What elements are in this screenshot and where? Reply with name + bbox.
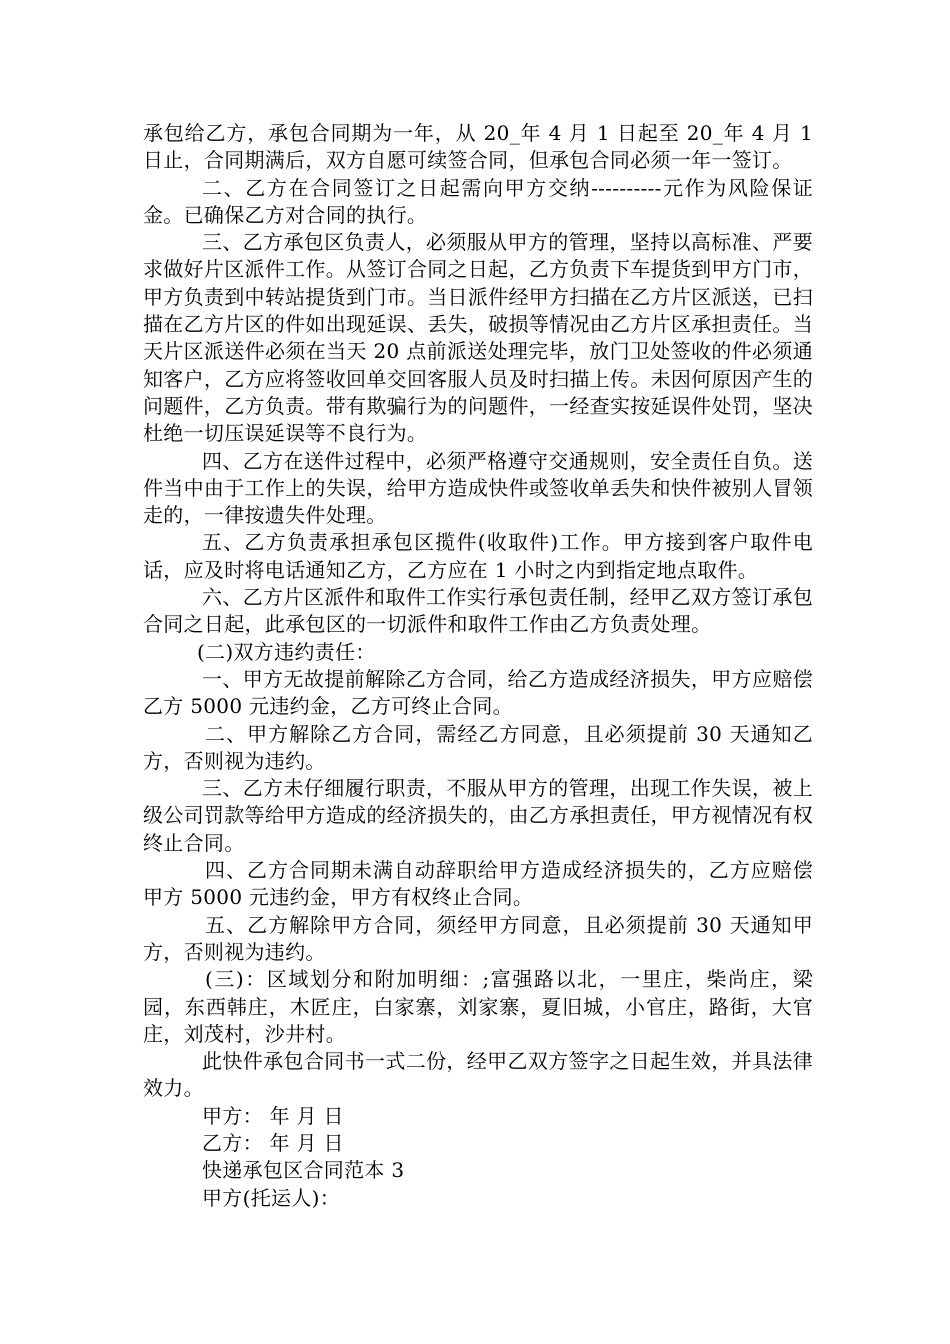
paragraph-breach-1: 一、甲方无故提前解除乙方合同，给乙方造成经济损失，甲方应赔偿乙方 5000 元违约金，乙方可终止合同。	[143, 666, 813, 719]
paragraph-area-division: (三)：区域划分和附加明细：;富强路以北，一里庄，柴尚庄，梁园，东西韩庄，木匠庄，白家寨，刘家寨，夏旧城，小官庄，路街，大官庄，刘茂村，沙井村。	[143, 967, 813, 1046]
party-a-shipper: 甲方(托运人)：	[202, 1185, 341, 1210]
paragraph-clause-2-deposit: 二、乙方在合同签订之日起需向甲方交纳----------元作为风险保证金。已确保乙方对合同的执行。	[143, 175, 813, 227]
paragraph-breach-4: 四、乙方合同期未满自动辞职给甲方造成经济损失的，乙方应赔偿甲方 5000 元违约金，甲方有权终止合同。	[143, 858, 813, 910]
signature-party-a: 甲方： 年 月 日	[202, 1103, 344, 1128]
signature-party-b: 乙方： 年 月 日	[202, 1130, 344, 1155]
template-title: 快递承包区合同范本 3	[202, 1158, 405, 1183]
paragraph-contract-term: 承包给乙方，承包合同期为一年，从 20_年 4 月 1 日起至 20_年 4 月 1 日止，合同期满后，双方自愿可续签合同，但承包合同必须一年一签订。	[143, 121, 813, 173]
document-body	[143, 120, 813, 1212]
paragraph-clause-6-responsibility: 六、乙方片区派件和取件工作实行承包责任制，经甲乙双方签订承包合同之日起，此承包区的一切派件和取件工作由乙方负责处理。	[143, 585, 813, 637]
paragraph-clause-4-traffic: 四、乙方在送件过程中，必须严格遵守交通规则，安全责任自负。送件当中由于工作上的失误，给甲方造成快件或签收单丢失和快件被别人冒领走的，一律按遗失件处理。	[143, 448, 813, 528]
paragraph-breach-2: 二、甲方解除乙方合同，需经乙方同意，且必须提前 30 天通知乙方，否则视为违约。	[143, 721, 813, 773]
section-heading-breach: (二)双方违约责任：	[197, 639, 376, 664]
paragraph-effectiveness: 此快件承包合同书一式二份，经甲乙双方签字之日起生效，并具法律效力。	[143, 1049, 813, 1101]
paragraph-clause-3-duties: 三、乙方承包区负责人，必须服从甲方的管理，坚持以高标准、严要求做好片区派件工作。从签订合同之日起，乙方负责下车提货到甲方门市，甲方负责到中转站提货到门市。当日派件经甲方扫描在乙方片区派送，已扫描在乙方片区的件如出现延误、丢失，破损等情况由乙方片区承担责任。当天片区派送件必须在当天 20 点前派送处理完毕，放门卫处签收的件必须通知客户，乙方应将签收回单交回客服人员及时扫描上传。未因何原因产生的问题件，乙方负责。带有欺骗行为的问题件，一经查实按延误件处罚，坚决杜绝一切压误延误等不良行为。	[143, 230, 813, 446]
paragraph-breach-3: 三、乙方未仔细履行职责，不服从甲方的管理，出现工作失误，被上级公司罚款等给甲方造成的经济损失的，由乙方承担责任，甲方视情况有权终止合同。	[143, 776, 813, 855]
paragraph-clause-5-pickup: 五、乙方负责承担承包区揽件(收取件)工作。甲方接到客户取件电话，应及时将电话通知乙方，乙方应在 1 小时之内到指定地点取件。	[143, 530, 813, 582]
paragraph-breach-5: 五、乙方解除甲方合同，须经甲方同意，且必须提前 30 天通知甲方，否则视为违约。	[143, 912, 813, 964]
